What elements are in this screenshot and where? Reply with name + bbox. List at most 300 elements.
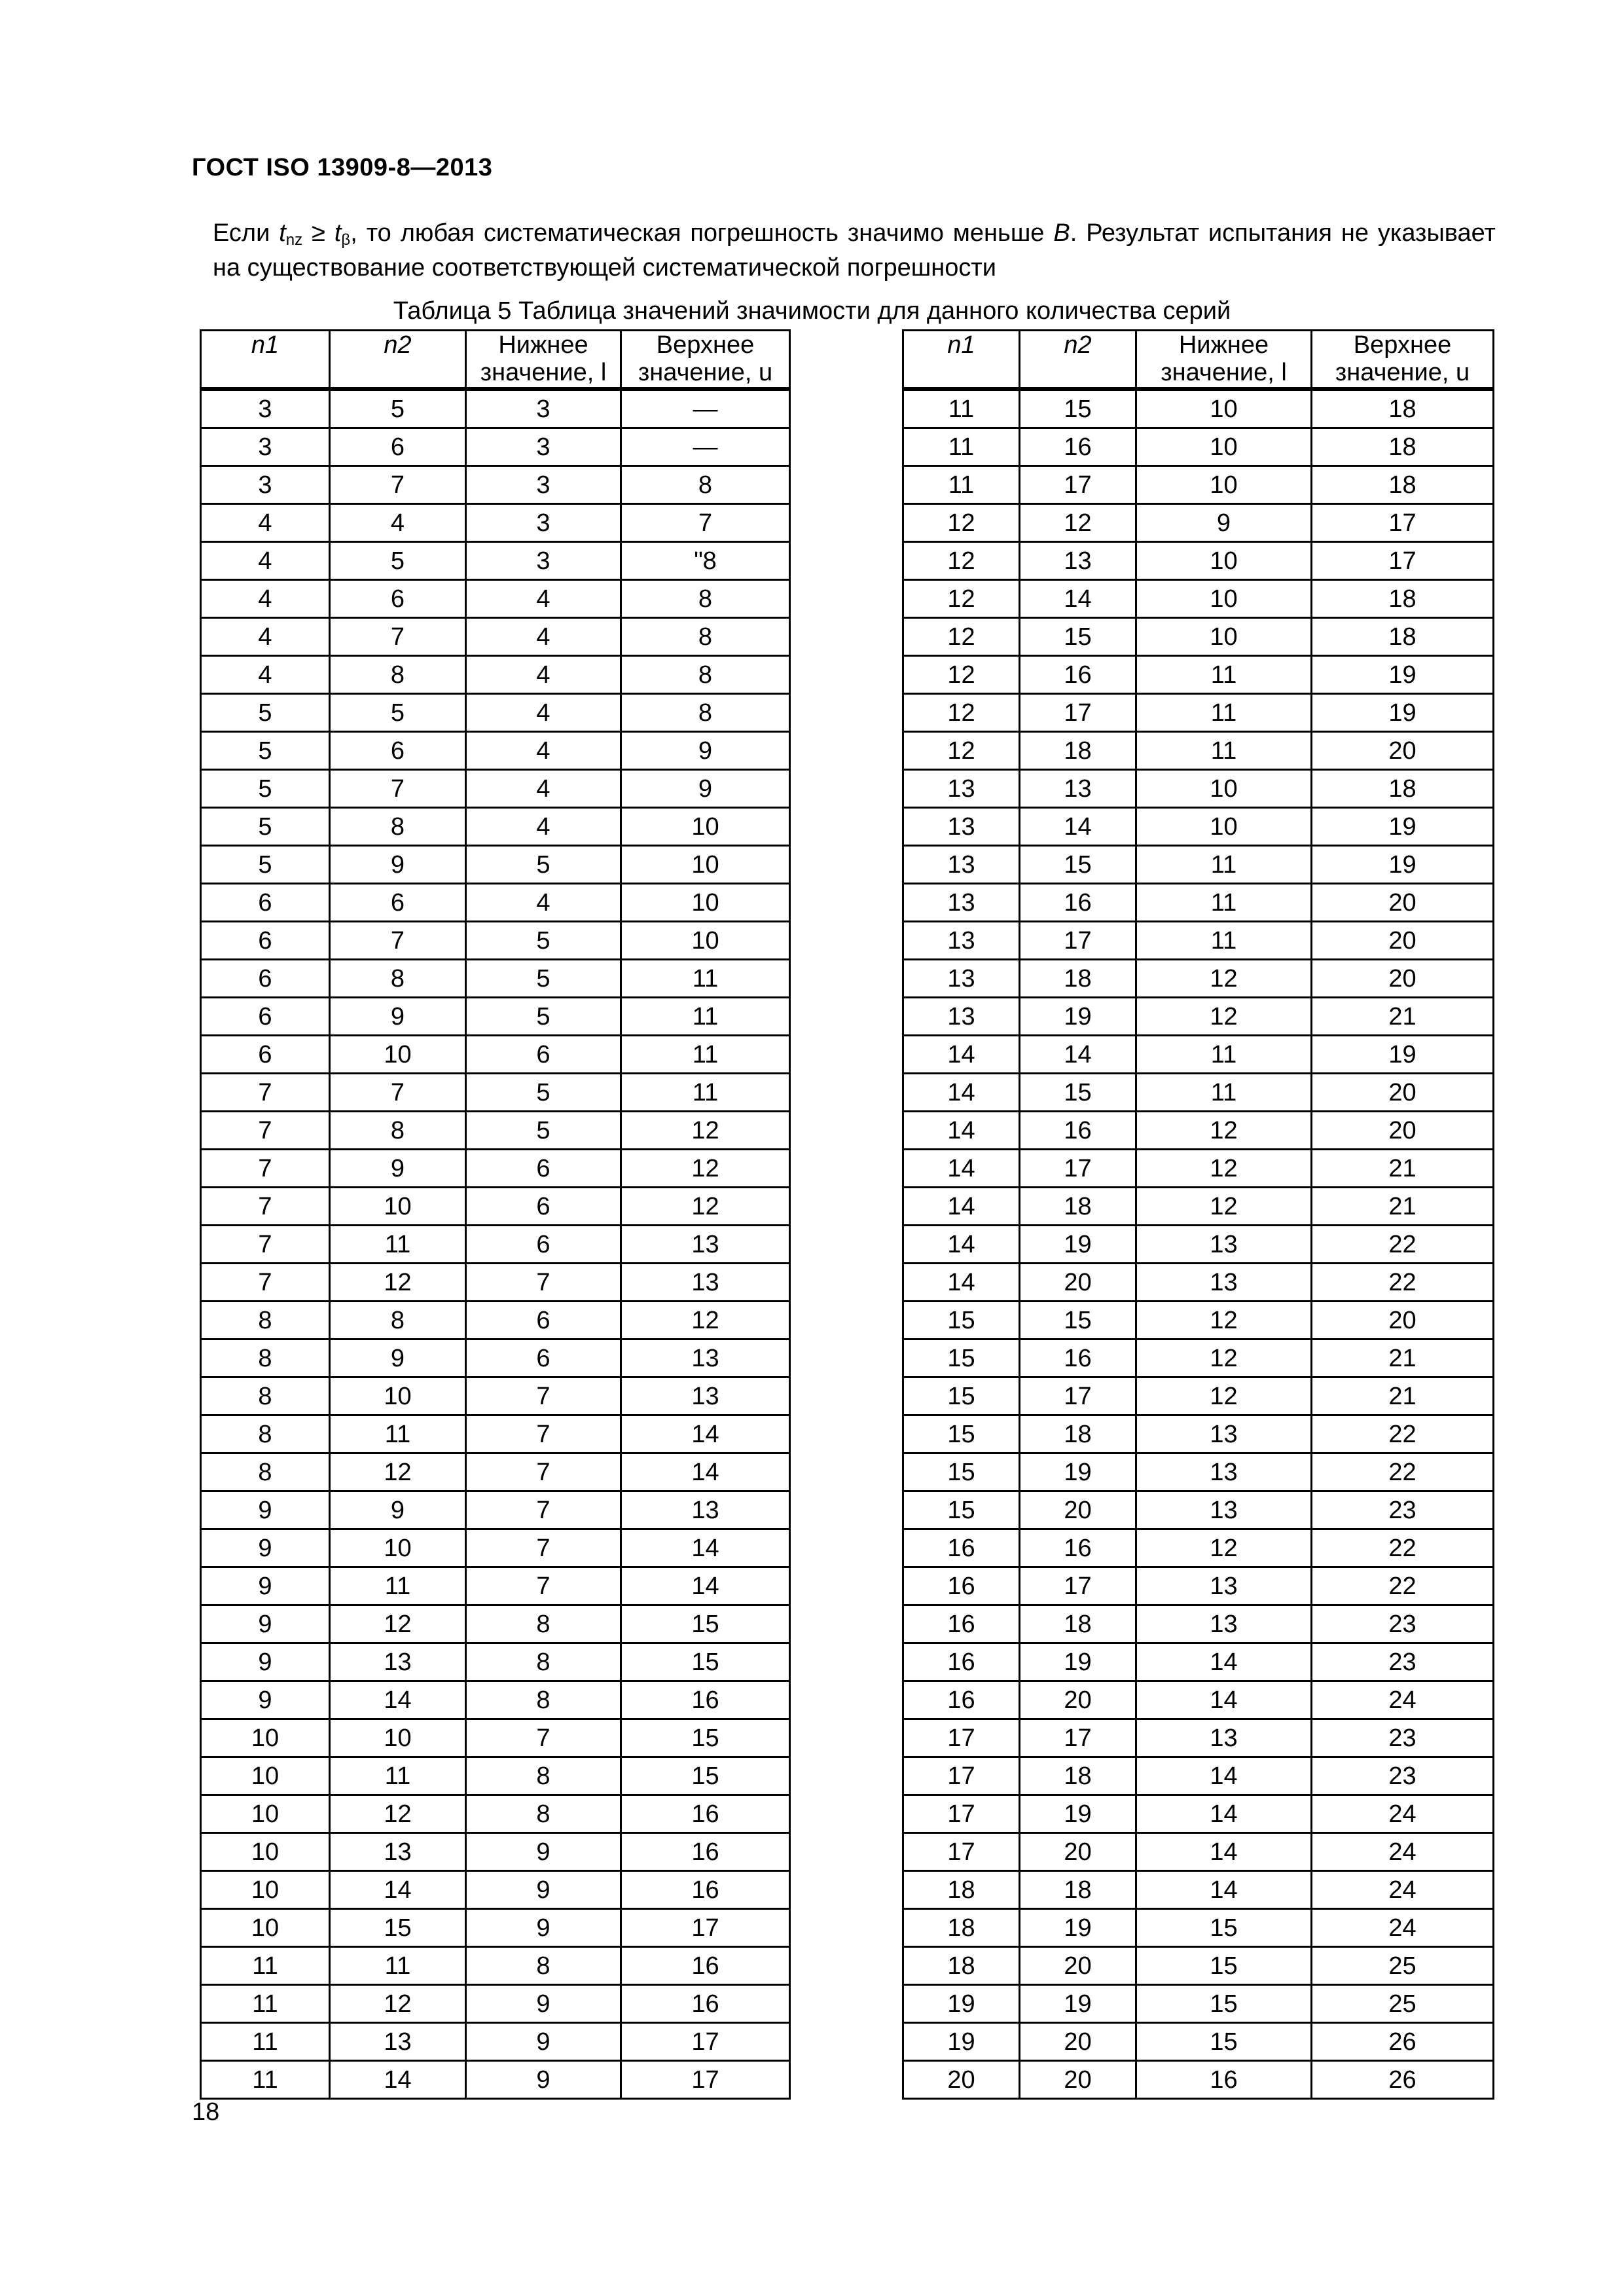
cell-upper: 8 [621, 466, 790, 504]
cell-lower: 13 [1136, 1567, 1312, 1605]
table-row [201, 542, 790, 580]
header-lower-value: Нижнее значение, l [466, 331, 621, 390]
cell-n2: 13 [330, 2023, 466, 2061]
cell-n2: 20 [1020, 2023, 1136, 2061]
cell-n1: 17 [903, 1757, 1020, 1795]
cell-lower: 4 [466, 694, 621, 732]
cell-n1: 16 [903, 1643, 1020, 1681]
table-row [201, 998, 790, 1036]
cell-n1: 10 [201, 1871, 330, 1909]
table-row [201, 846, 790, 884]
cell-lower: 15 [1136, 1985, 1312, 2023]
cell-n2: 18 [1020, 1605, 1136, 1643]
cell-n1: 8 [201, 1339, 330, 1377]
cell-upper: 8 [621, 618, 790, 656]
header-n1: n1 [201, 331, 330, 390]
cell-lower: 13 [1136, 1226, 1312, 1264]
cell-n2: 14 [1020, 580, 1136, 618]
cell-n2: 15 [1020, 1074, 1136, 1112]
table-row [903, 2023, 1494, 2061]
cell-n2: 17 [1020, 466, 1136, 504]
table-row [903, 1453, 1494, 1491]
cell-n1: 13 [903, 922, 1020, 960]
cell-lower: 7 [466, 1264, 621, 1302]
cell-n1: 6 [201, 960, 330, 998]
cell-n1: 18 [903, 1947, 1020, 1985]
cell-n1: 14 [903, 1226, 1020, 1264]
cell-lower: 9 [466, 1871, 621, 1909]
cell-n2: 6 [330, 428, 466, 466]
cell-n1: 5 [201, 732, 330, 770]
cell-n1: 17 [903, 1833, 1020, 1871]
cell-n1: 12 [903, 694, 1020, 732]
table-row [201, 1453, 790, 1491]
cell-n1: 5 [201, 694, 330, 732]
table-row [903, 1947, 1494, 1985]
cell-n2: 8 [330, 1302, 466, 1339]
cell-lower: 6 [466, 1302, 621, 1339]
cell-upper: 17 [621, 1909, 790, 1947]
cell-n1: 11 [201, 1947, 330, 1985]
cell-n1: 10 [201, 1719, 330, 1757]
cell-upper: 18 [1312, 466, 1494, 504]
cell-n2: 10 [330, 1377, 466, 1415]
cell-lower: 11 [1136, 884, 1312, 922]
cell-lower: 8 [466, 1605, 621, 1643]
cell-n1: 16 [903, 1567, 1020, 1605]
cell-lower: 11 [1136, 846, 1312, 884]
cell-lower: 4 [466, 732, 621, 770]
table-row [903, 960, 1494, 998]
cell-n1: 6 [201, 998, 330, 1036]
cell-lower: 11 [1136, 1074, 1312, 1112]
cell-n2: 12 [330, 1453, 466, 1491]
cell-upper: 17 [621, 2023, 790, 2061]
cell-n1: 13 [903, 846, 1020, 884]
cell-n2: 6 [330, 580, 466, 618]
cell-n2: 16 [1020, 656, 1136, 694]
table-row [903, 580, 1494, 618]
cell-n2: 11 [330, 1226, 466, 1264]
cell-n2: 11 [330, 1567, 466, 1605]
page-number: 18 [192, 2098, 220, 2126]
cell-n1: 12 [903, 580, 1020, 618]
cell-n1: 14 [903, 1036, 1020, 1074]
table-row [201, 1377, 790, 1415]
cell-lower: 8 [466, 1795, 621, 1833]
cell-n2: 19 [1020, 1643, 1136, 1681]
cell-lower: 14 [1136, 1795, 1312, 1833]
cell-lower: 7 [466, 1529, 621, 1567]
cell-lower: 5 [466, 1074, 621, 1112]
cell-upper: 11 [621, 998, 790, 1036]
cell-lower: 13 [1136, 1415, 1312, 1453]
cell-upper: 22 [1312, 1567, 1494, 1605]
cell-upper: 15 [621, 1757, 790, 1795]
cell-lower: 7 [466, 1377, 621, 1415]
cell-n1: 3 [201, 389, 330, 428]
cell-upper: 8 [621, 580, 790, 618]
cell-lower: 12 [1136, 998, 1312, 1036]
cell-upper: 13 [621, 1491, 790, 1529]
table-row [201, 1567, 790, 1605]
cell-n1: 19 [903, 2023, 1020, 2061]
cell-n1: 13 [903, 884, 1020, 922]
cell-n1: 15 [903, 1302, 1020, 1339]
cell-n2: 10 [330, 1529, 466, 1567]
cell-lower: 13 [1136, 1719, 1312, 1757]
cell-upper: 25 [1312, 1985, 1494, 2023]
cell-lower: 15 [1136, 2023, 1312, 2061]
table-row [903, 922, 1494, 960]
cell-n2: 18 [1020, 1415, 1136, 1453]
cell-n1: 4 [201, 504, 330, 542]
cell-n2: 6 [330, 884, 466, 922]
cell-n1: 4 [201, 542, 330, 580]
cell-n2: 12 [330, 1264, 466, 1302]
cell-upper: 20 [1312, 1302, 1494, 1339]
cell-n2: 14 [1020, 808, 1136, 846]
cell-upper: 10 [621, 846, 790, 884]
cell-lower: 8 [466, 1643, 621, 1681]
cell-upper: 14 [621, 1529, 790, 1567]
cell-n2: 13 [1020, 542, 1136, 580]
cell-n2: 20 [1020, 2061, 1136, 2099]
table-row [201, 428, 790, 466]
table-row [201, 770, 790, 808]
table-row [903, 1643, 1494, 1681]
cell-lower: 9 [466, 2023, 621, 2061]
cell-n2: 7 [330, 466, 466, 504]
cell-lower: 6 [466, 1036, 621, 1074]
cell-lower: 3 [466, 428, 621, 466]
cell-lower: 11 [1136, 922, 1312, 960]
cell-lower: 12 [1136, 1150, 1312, 1188]
cell-upper: 24 [1312, 1909, 1494, 1947]
cell-upper: 18 [1312, 389, 1494, 428]
cell-upper: 15 [621, 1719, 790, 1757]
cell-upper: 24 [1312, 1795, 1494, 1833]
cell-n1: 15 [903, 1377, 1020, 1415]
cell-lower: 12 [1136, 960, 1312, 998]
cell-n2: 15 [330, 1909, 466, 1947]
cell-upper: 17 [1312, 542, 1494, 580]
cell-n1: 4 [201, 656, 330, 694]
table-row [903, 1985, 1494, 2023]
cell-n1: 14 [903, 1074, 1020, 1112]
table-row [201, 466, 790, 504]
table-row [903, 504, 1494, 542]
table-row [903, 808, 1494, 846]
cell-n2: 8 [330, 656, 466, 694]
table-row [201, 1415, 790, 1453]
cell-n2: 5 [330, 542, 466, 580]
table-row [201, 1681, 790, 1719]
cell-upper: 11 [621, 960, 790, 998]
cell-upper: 20 [1312, 1112, 1494, 1150]
cell-upper: 19 [1312, 694, 1494, 732]
cell-lower: 5 [466, 960, 621, 998]
cell-upper: 9 [621, 770, 790, 808]
table-row [201, 1302, 790, 1339]
cell-lower: 3 [466, 504, 621, 542]
cell-lower: 6 [466, 1226, 621, 1264]
header-n2: n2 [330, 331, 466, 390]
cell-n2: 20 [1020, 1833, 1136, 1871]
cell-n2: 19 [1020, 1985, 1136, 2023]
cell-n1: 14 [903, 1264, 1020, 1302]
cell-lower: 7 [466, 1415, 621, 1453]
cell-n1: 3 [201, 466, 330, 504]
cell-lower: 12 [1136, 1302, 1312, 1339]
cell-n2: 13 [330, 1833, 466, 1871]
cell-lower: 4 [466, 580, 621, 618]
cell-upper: 17 [621, 2061, 790, 2099]
table-row [903, 466, 1494, 504]
table-row [201, 1036, 790, 1074]
cell-n2: 17 [1020, 1150, 1136, 1188]
table-row [903, 1605, 1494, 1643]
table-row [903, 1302, 1494, 1339]
table-row [903, 1529, 1494, 1567]
cell-upper: 14 [621, 1415, 790, 1453]
cell-upper: — [621, 389, 790, 428]
cell-upper: 13 [621, 1339, 790, 1377]
cell-upper: 22 [1312, 1226, 1494, 1264]
table-row [201, 1264, 790, 1302]
cell-lower: 11 [1136, 1036, 1312, 1074]
table-row [201, 656, 790, 694]
header-n1: n1 [903, 331, 1020, 390]
cell-n1: 15 [903, 1453, 1020, 1491]
cell-n1: 3 [201, 428, 330, 466]
cell-lower: 7 [466, 1491, 621, 1529]
cell-n2: 16 [1020, 1112, 1136, 1150]
cell-lower: 10 [1136, 808, 1312, 846]
cell-n1: 9 [201, 1681, 330, 1719]
table-row [201, 2061, 790, 2099]
cell-n2: 15 [1020, 389, 1136, 428]
cell-n2: 13 [330, 1643, 466, 1681]
cell-upper: 23 [1312, 1719, 1494, 1757]
cell-n2: 15 [1020, 618, 1136, 656]
table-row [903, 1264, 1494, 1302]
cell-lower: 11 [1136, 694, 1312, 732]
cell-lower: 10 [1136, 466, 1312, 504]
table-row [903, 1036, 1494, 1074]
cell-n1: 10 [201, 1909, 330, 1947]
table-row [201, 1871, 790, 1909]
cell-upper: 24 [1312, 1871, 1494, 1909]
cell-n1: 18 [903, 1909, 1020, 1947]
cell-lower: 4 [466, 884, 621, 922]
cell-n2: 19 [1020, 1226, 1136, 1264]
cell-upper: 19 [1312, 1036, 1494, 1074]
table-row [201, 1719, 790, 1757]
cell-upper: 19 [1312, 846, 1494, 884]
cell-upper: 21 [1312, 998, 1494, 1036]
table-row [201, 1757, 790, 1795]
cell-upper: 12 [621, 1150, 790, 1188]
cell-lower: 13 [1136, 1264, 1312, 1302]
table-row [903, 1377, 1494, 1415]
cell-n2: 19 [1020, 1453, 1136, 1491]
table-row [903, 428, 1494, 466]
cell-n2: 7 [330, 922, 466, 960]
cell-lower: 14 [1136, 1757, 1312, 1795]
cell-n2: 17 [1020, 1377, 1136, 1415]
cell-upper: 18 [1312, 770, 1494, 808]
cell-lower: 14 [1136, 1643, 1312, 1681]
table-row [903, 846, 1494, 884]
cell-n2: 11 [330, 1757, 466, 1795]
header-upper-value: Верхнее значение, u [1312, 331, 1494, 390]
cell-upper: 21 [1312, 1150, 1494, 1188]
cell-n1: 6 [201, 1036, 330, 1074]
cell-n2: 17 [1020, 922, 1136, 960]
cell-n1: 13 [903, 808, 1020, 846]
cell-lower: 12 [1136, 1339, 1312, 1377]
cell-n1: 7 [201, 1188, 330, 1226]
cell-lower: 11 [1136, 656, 1312, 694]
cell-n2: 19 [1020, 1795, 1136, 1833]
cell-lower: 13 [1136, 1453, 1312, 1491]
cell-upper: 24 [1312, 1833, 1494, 1871]
cell-n1: 8 [201, 1453, 330, 1491]
cell-lower: 12 [1136, 1377, 1312, 1415]
cell-lower: 10 [1136, 542, 1312, 580]
cell-n1: 14 [903, 1150, 1020, 1188]
cell-n1: 18 [903, 1871, 1020, 1909]
cell-upper: 14 [621, 1567, 790, 1605]
cell-n2: 19 [1020, 998, 1136, 1036]
table-row [201, 1605, 790, 1643]
cell-lower: 4 [466, 618, 621, 656]
cell-upper: 16 [621, 1985, 790, 2023]
cell-lower: 8 [466, 1947, 621, 1985]
cell-upper: 24 [1312, 1681, 1494, 1719]
table-row [903, 1339, 1494, 1377]
cell-n1: 11 [903, 466, 1020, 504]
table-row [903, 1150, 1494, 1188]
cell-lower: 12 [1136, 1529, 1312, 1567]
cell-n2: 10 [330, 1036, 466, 1074]
table-header-row [903, 331, 1494, 390]
cell-upper: 20 [1312, 732, 1494, 770]
cell-upper: "8 [621, 542, 790, 580]
cell-n1: 8 [201, 1415, 330, 1453]
cell-n2: 20 [1020, 1264, 1136, 1302]
cell-n2: 14 [330, 2061, 466, 2099]
table-row [903, 1491, 1494, 1529]
cell-n1: 4 [201, 618, 330, 656]
cell-n2: 9 [330, 1491, 466, 1529]
cell-n2: 17 [1020, 1719, 1136, 1757]
header-lower-value: Нижнее значение, l [1136, 331, 1312, 390]
cell-n1: 7 [201, 1264, 330, 1302]
cell-n1: 12 [903, 656, 1020, 694]
cell-n1: 14 [903, 1112, 1020, 1150]
cell-upper: 10 [621, 884, 790, 922]
table-row [201, 732, 790, 770]
document-header: ГОСТ ISO 13909-8—2013 [192, 154, 493, 181]
table-row [903, 656, 1494, 694]
cell-n1: 5 [201, 846, 330, 884]
cell-n1: 8 [201, 1302, 330, 1339]
table-row [201, 1947, 790, 1985]
cell-n2: 16 [1020, 1529, 1136, 1567]
cell-upper: 16 [621, 1947, 790, 1985]
table-row [903, 1567, 1494, 1605]
cell-n1: 7 [201, 1150, 330, 1188]
cell-upper: 22 [1312, 1415, 1494, 1453]
cell-upper: 22 [1312, 1453, 1494, 1491]
cell-upper: 16 [621, 1795, 790, 1833]
table-row [201, 2023, 790, 2061]
cell-lower: 13 [1136, 1491, 1312, 1529]
cell-n1: 11 [201, 1985, 330, 2023]
cell-lower: 7 [466, 1453, 621, 1491]
cell-n1: 16 [903, 1605, 1020, 1643]
cell-n1: 12 [903, 542, 1020, 580]
table-row [201, 1150, 790, 1188]
cell-n1: 17 [903, 1719, 1020, 1757]
cell-n2: 5 [330, 389, 466, 428]
cell-lower: 5 [466, 998, 621, 1036]
cell-n1: 14 [903, 1188, 1020, 1226]
cell-n1: 16 [903, 1529, 1020, 1567]
table-row [903, 1795, 1494, 1833]
table-row [201, 1339, 790, 1377]
cell-upper: 19 [1312, 656, 1494, 694]
cell-n1: 12 [903, 732, 1020, 770]
table-row [201, 1643, 790, 1681]
cell-n2: 9 [330, 1150, 466, 1188]
cell-lower: 14 [1136, 1681, 1312, 1719]
cell-lower: 15 [1136, 1947, 1312, 1985]
cell-upper: 16 [621, 1681, 790, 1719]
significance-table-left [200, 329, 791, 2100]
cell-n2: 5 [330, 694, 466, 732]
cell-n1: 7 [201, 1226, 330, 1264]
cell-n2: 14 [330, 1681, 466, 1719]
cell-n2: 7 [330, 618, 466, 656]
cell-upper: 11 [621, 1036, 790, 1074]
cell-n1: 15 [903, 1339, 1020, 1377]
cell-n2: 18 [1020, 960, 1136, 998]
cell-upper: 18 [1312, 428, 1494, 466]
cell-lower: 7 [466, 1719, 621, 1757]
cell-upper: 21 [1312, 1339, 1494, 1377]
cell-upper: 20 [1312, 922, 1494, 960]
table-row [903, 1188, 1494, 1226]
cell-upper: 22 [1312, 1529, 1494, 1567]
cell-n2: 14 [1020, 1036, 1136, 1074]
cell-n1: 15 [903, 1415, 1020, 1453]
cell-lower: 4 [466, 770, 621, 808]
cell-n1: 15 [903, 1491, 1020, 1529]
cell-n1: 13 [903, 960, 1020, 998]
cell-lower: 9 [466, 1985, 621, 2023]
cell-n2: 15 [1020, 846, 1136, 884]
cell-upper: 17 [1312, 504, 1494, 542]
cell-upper: 12 [621, 1188, 790, 1226]
table-row [201, 960, 790, 998]
table-row [903, 618, 1494, 656]
cell-n1: 6 [201, 922, 330, 960]
table-row [903, 732, 1494, 770]
cell-n2: 16 [1020, 1339, 1136, 1377]
